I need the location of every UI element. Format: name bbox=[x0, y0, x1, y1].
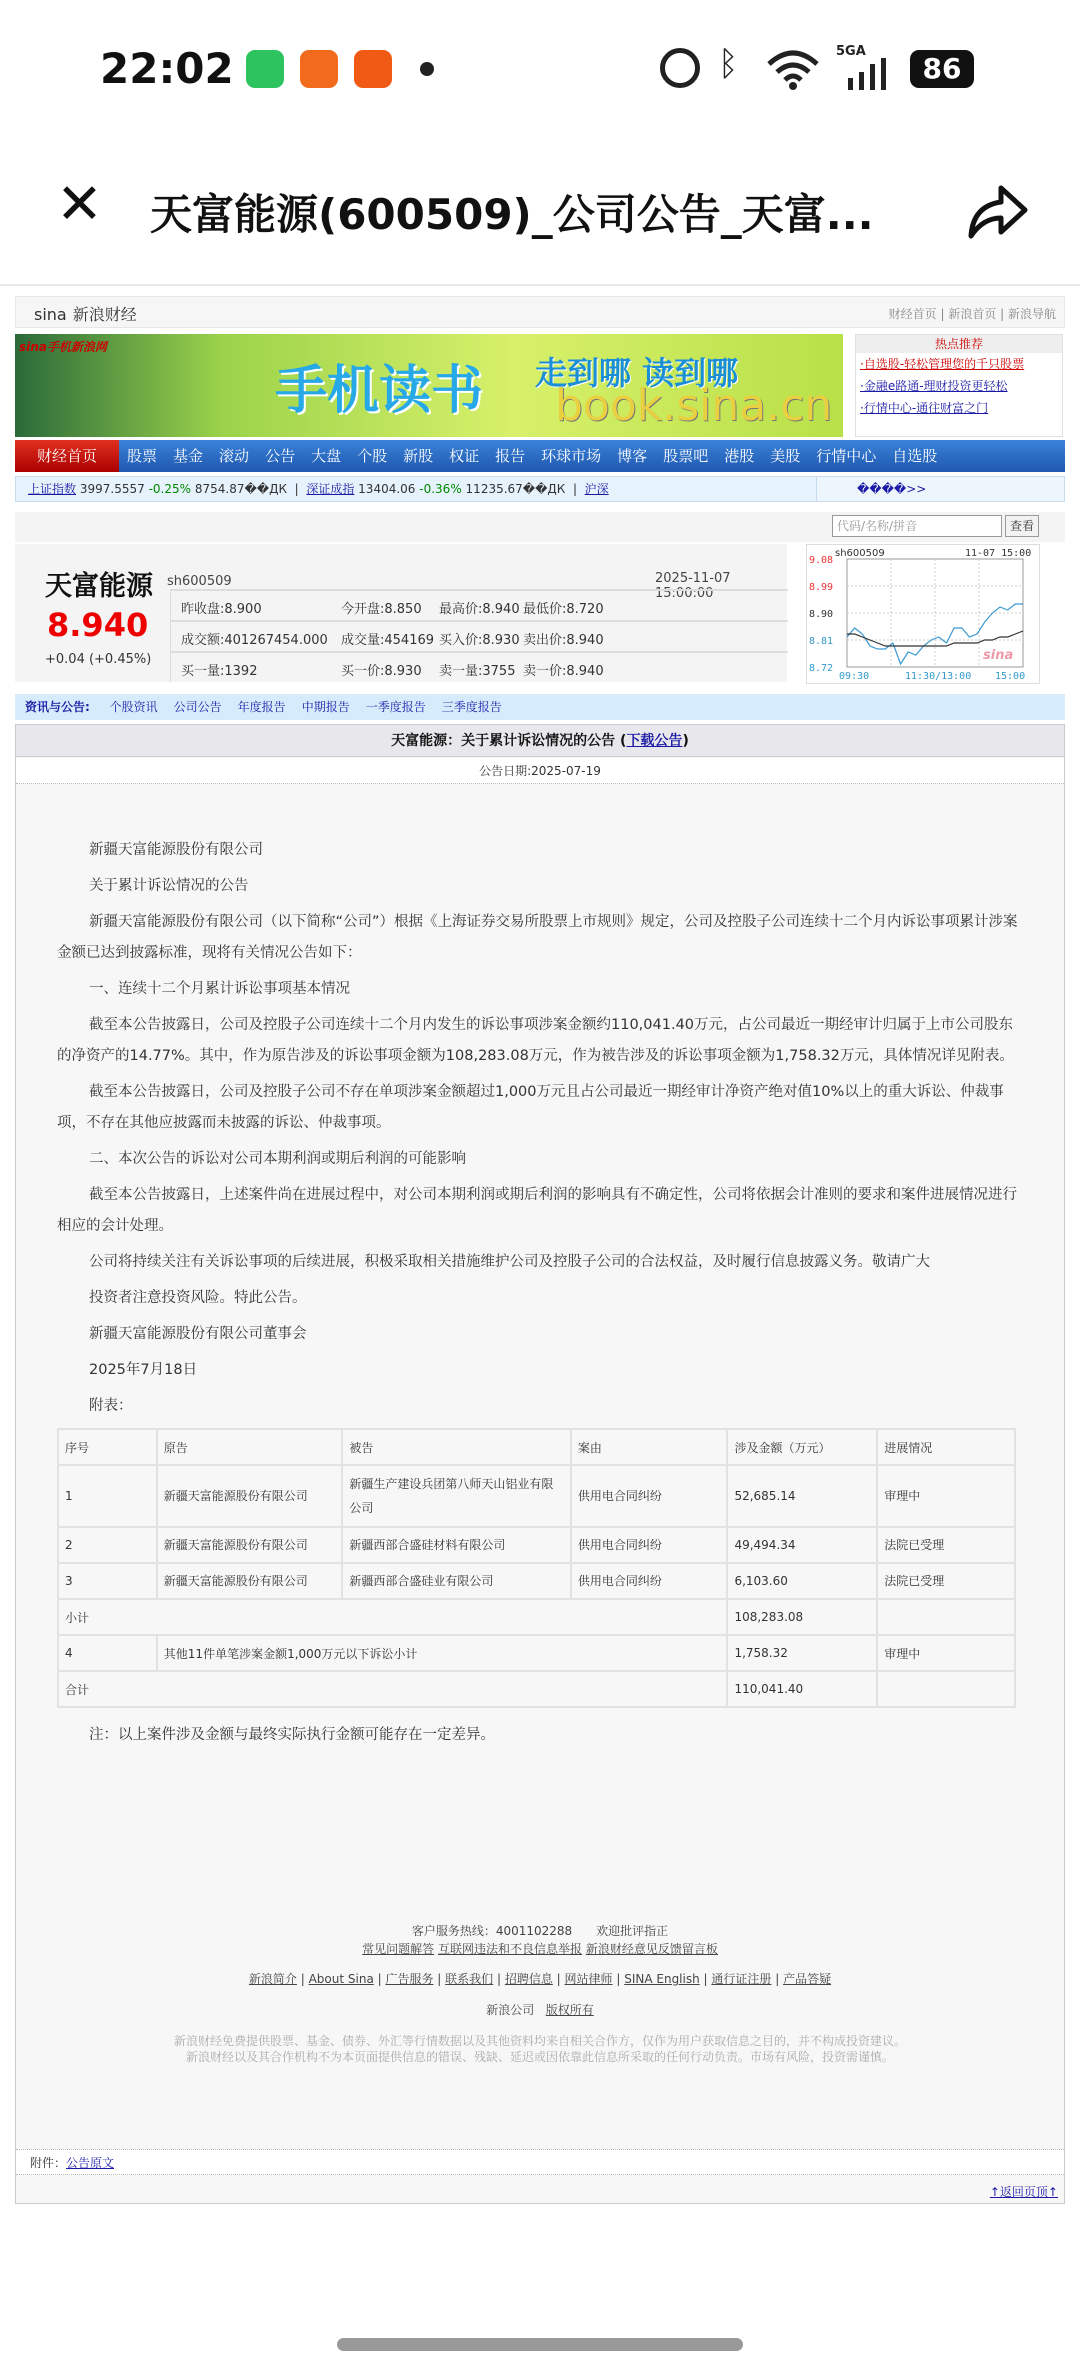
column-header: 案由 bbox=[571, 1429, 728, 1465]
back-to-top-link[interactable]: ↑返回页顶↑ bbox=[989, 2185, 1058, 2199]
y-tick-label: 8.90 bbox=[809, 609, 834, 620]
quote-cell: 成交量:454169 bbox=[341, 633, 435, 648]
attachment-label: 附件： bbox=[30, 2156, 67, 2170]
table-cell: 其他11件单笔涉案金额1,000万元以下诉讼小计 bbox=[157, 1635, 728, 1671]
nav-item[interactable]: 滚动 bbox=[219, 447, 250, 465]
web-content bbox=[0, 284, 1080, 2199]
quote-cell: 卖一量:3755 bbox=[439, 664, 516, 679]
table-cell: 供用电合同纠纷 bbox=[571, 1465, 728, 1527]
quote-grid bbox=[170, 589, 787, 682]
table-cell: 新疆天富能源股份有限公司 bbox=[157, 1527, 343, 1563]
quote-cell: 成交额:401267454.000 bbox=[181, 633, 328, 648]
quote-cell: 买一价:8.930 bbox=[341, 664, 422, 679]
clock: 22:02 bbox=[100, 44, 234, 93]
announcement-body bbox=[57, 835, 1027, 1756]
nav-item[interactable]: 美股 bbox=[770, 447, 801, 465]
table-cell bbox=[877, 1599, 1015, 1635]
ticker-more-link[interactable]: ����>> bbox=[816, 477, 1065, 501]
hotline: 客户服务热线：4001102288 欢迎批评指正 bbox=[411, 1924, 669, 1938]
y-tick-label: 9.08 bbox=[809, 555, 834, 566]
paragraph: 新疆天富能源股份有限公司董事会 bbox=[89, 1326, 307, 1342]
table-cell: 1 bbox=[58, 1465, 157, 1527]
status-bar bbox=[0, 0, 1080, 130]
footer-link[interactable]: About Sina bbox=[308, 1972, 374, 1986]
attachment-link[interactable]: 公告原文 bbox=[66, 2156, 115, 2170]
more-notifications-icon bbox=[420, 62, 434, 76]
table-cell: 审理中 bbox=[877, 1635, 1015, 1671]
nav-item[interactable]: 港股 bbox=[724, 447, 755, 465]
paragraph: 关于累计诉讼情况的公告 bbox=[89, 878, 249, 894]
nav-item[interactable]: 财经首页 bbox=[15, 440, 119, 472]
footer-link[interactable]: 互联网违法和不良信息举报 bbox=[437, 1942, 582, 1956]
paren: ) bbox=[682, 733, 689, 749]
copyright-link[interactable]: 版权所有 bbox=[545, 2003, 594, 2017]
share-icon[interactable] bbox=[965, 182, 1029, 240]
nav-item[interactable]: 基金 bbox=[173, 447, 204, 465]
table-cell: 合计 bbox=[58, 1671, 727, 1707]
stock-price: 8.940 bbox=[47, 606, 149, 644]
table-cell: 1,758.32 bbox=[727, 1635, 877, 1671]
table-cell: 110,041.40 bbox=[727, 1671, 877, 1707]
banner-brand: sina手机新浪网 bbox=[19, 340, 107, 354]
copyright-row bbox=[0, 2001, 1080, 2018]
table-cell: 3 bbox=[58, 1563, 157, 1599]
table-cell: 新疆生产建设兵团第八师天山铝业有限公司 bbox=[342, 1465, 570, 1527]
hot-link[interactable]: ·金融e路通-理财投资更轻松 bbox=[860, 379, 1008, 393]
table-row bbox=[58, 1563, 1015, 1599]
x-tick-label: 15:00 bbox=[995, 671, 1026, 682]
banner-headline: 手机读书 bbox=[275, 361, 484, 421]
nav-item[interactable]: 个股 bbox=[357, 447, 388, 465]
hot-link[interactable]: ·自选股-轻松管理您的千只股票 bbox=[860, 357, 1025, 371]
quote-row bbox=[171, 589, 788, 619]
app-notification-icon bbox=[300, 50, 338, 88]
table-cell: 108,283.08 bbox=[727, 1599, 877, 1635]
nav-item[interactable]: 大盘 bbox=[311, 447, 342, 465]
download-link[interactable]: 下载公告 bbox=[626, 733, 683, 749]
table-cell: 49,494.34 bbox=[727, 1527, 877, 1563]
table-cell: 供用电合同纠纷 bbox=[571, 1563, 728, 1599]
battery-indicator: 86 bbox=[910, 50, 974, 88]
page-title: 天富能源(600509)_公司公告_天富... bbox=[150, 190, 874, 239]
paragraph: 新疆天富能源股份有限公司（以下简称“公司”）根据《上海证券交易所股票上市规则》规定，公司及控股子公司连续十二个月内诉讼事项累计涉案金额已达到披露标准，现将有关情况公告如下： bbox=[57, 914, 1018, 961]
home-indicator[interactable] bbox=[337, 2338, 743, 2351]
red-envelope-icon bbox=[354, 50, 392, 88]
table-cell: 新疆天富能源股份有限公司 bbox=[157, 1563, 343, 1599]
banner-url: book.sina.cn bbox=[555, 380, 833, 431]
footer-link[interactable]: 广告服务 bbox=[385, 1972, 434, 1986]
paragraph: 投资者注意投资风险。特此公告。 bbox=[89, 1290, 307, 1306]
info-link[interactable]: 一季度报告 bbox=[365, 700, 426, 714]
signal-icon bbox=[846, 58, 890, 90]
footer-link[interactable]: 招聘信息 bbox=[504, 1972, 553, 1986]
table-note: 注：以上案件涉及金额与最终实际执行金额可能存在一定差异。 bbox=[89, 1727, 495, 1743]
table-cell: 4 bbox=[58, 1635, 157, 1671]
paragraph: 截至本公告披露日，公司及控股子公司连续十二个月内发生的诉讼事项涉案金额约110,041.40万元，占公司最近一期经审计归属于上市公司股东的净资产的14.77%。其中，作为原告涉及的诉讼事项金额为108,283.08万元，作为被告涉及的诉讼事项金额为1,758.32万元，具体情况详见附表。 bbox=[57, 1017, 1014, 1064]
stock-code: sh600509 bbox=[167, 574, 232, 589]
nav-item[interactable]: 环球市场 bbox=[541, 447, 602, 465]
y-tick-label: 8.72 bbox=[809, 663, 834, 674]
x-tick-label: 11:30/13:00 bbox=[905, 671, 972, 682]
table-cell: 6,103.60 bbox=[727, 1563, 877, 1599]
quote-cell: 昨收盘:8.900 bbox=[181, 602, 262, 617]
sh-index-amount: 8754.87��ДК bbox=[194, 482, 287, 496]
hot-title: 热点推荐 bbox=[856, 335, 1062, 353]
nav-item[interactable]: 博客 bbox=[617, 447, 648, 465]
y-tick-label: 8.81 bbox=[809, 636, 834, 647]
table-row bbox=[58, 1635, 1015, 1671]
top-links[interactable]: 财经首页 | 新浪首页 | 新浪导航 bbox=[888, 307, 1056, 321]
separator: | bbox=[296, 1972, 309, 1986]
quote-cell: 买一量:1392 bbox=[181, 664, 258, 679]
separator: | bbox=[294, 482, 299, 496]
stock-name: 天富能源 bbox=[45, 571, 153, 602]
announcement-date: 公告日期:2025-07-19 bbox=[16, 758, 1064, 784]
quote-row bbox=[171, 651, 788, 681]
quote-row bbox=[171, 620, 788, 650]
column-header: 序号 bbox=[58, 1429, 157, 1465]
attachment-row bbox=[16, 2149, 1064, 2175]
quote-cell: 卖出价:8.940 bbox=[523, 633, 604, 648]
wechat-icon bbox=[246, 50, 284, 88]
column-header: 进展情况 bbox=[877, 1429, 1015, 1465]
separator: | bbox=[699, 1972, 712, 1986]
ad-banner[interactable] bbox=[15, 334, 843, 437]
footer-link[interactable]: 常见问题解答 bbox=[362, 1942, 435, 1956]
quote-cell: 买入价:8.930 bbox=[439, 633, 520, 648]
bluetooth-icon: ᛒ bbox=[718, 44, 739, 84]
litigation-table bbox=[57, 1428, 1016, 1708]
table-cell: 新疆西部合盛硅业有限公司 bbox=[342, 1563, 570, 1599]
footer-link[interactable]: SINA English bbox=[624, 1972, 700, 1986]
paren: ( bbox=[615, 733, 627, 749]
separator: | bbox=[552, 1972, 565, 1986]
disclaimer: 新浪财经免费提供股票、基金、债券、外汇等行情数据以及其他资料均来自相关合作方，仅作为用户获取信息之目的，并不构成投资建议。 bbox=[173, 2034, 906, 2048]
search-row bbox=[15, 512, 1065, 542]
index-ticker bbox=[15, 476, 1065, 502]
table-cell: 法院已受理 bbox=[877, 1563, 1015, 1599]
table-row bbox=[58, 1465, 1015, 1527]
close-icon[interactable]: ✕ bbox=[56, 172, 103, 237]
table-cell: 审理中 bbox=[877, 1465, 1015, 1527]
column-header: 被告 bbox=[342, 1429, 570, 1465]
chart-time: 11-07 15:00 bbox=[965, 548, 1032, 559]
sz-index-change: -0.36% bbox=[419, 482, 462, 496]
nav-item[interactable]: 权证 bbox=[449, 447, 480, 465]
separator: | bbox=[493, 1972, 505, 1986]
paragraph: 截至本公告披露日，公司及控股子公司不存在单项涉案金额超过1,000万元且占公司最近一期经审计净资产绝对值10%以上的重大诉讼、仲裁事项，不存在其他应披露而未披露的诉讼、仲裁事项。 bbox=[57, 1084, 1004, 1131]
announcement-title bbox=[16, 725, 1064, 757]
network-type: 5GA bbox=[836, 44, 866, 59]
footer-link[interactable]: 新浪财经意见反馈留言板 bbox=[585, 1942, 718, 1956]
sina-header bbox=[15, 296, 1065, 328]
info-link[interactable]: 个股资讯 bbox=[109, 700, 158, 714]
banner-slogan: 走到哪 读到哪 bbox=[535, 354, 739, 392]
quote-cell: 最低价:8.720 bbox=[523, 602, 604, 617]
sz-index-amount: 11235.67��ДК bbox=[465, 482, 566, 496]
paragraph: 二、本次公告的诉讼对公司本期利润或期后利润的可能影响 bbox=[89, 1151, 466, 1167]
sz-index-link[interactable]: 深证成指 bbox=[306, 482, 355, 496]
table-cell: 小计 bbox=[58, 1599, 727, 1635]
separator: | bbox=[572, 482, 577, 496]
footer-link[interactable]: 联系我们 bbox=[445, 1972, 494, 1986]
hs-link[interactable]: 沪深 bbox=[584, 482, 609, 496]
chart-title: sh600509 bbox=[835, 548, 885, 559]
stock-change: +0.04 (+0.45%) bbox=[45, 652, 152, 667]
nav-item[interactable]: 自选股 bbox=[892, 447, 938, 465]
sina-watermark: sina bbox=[983, 648, 1014, 663]
column-header: 涉及金额（万元） bbox=[727, 1429, 877, 1465]
separator: | bbox=[433, 1972, 446, 1986]
table-cell: 2 bbox=[58, 1527, 157, 1563]
subtotal-row bbox=[58, 1599, 1015, 1635]
nav-item[interactable]: 股票 bbox=[127, 447, 158, 465]
table-cell: 供用电合同纠纷 bbox=[571, 1527, 728, 1563]
footer-link[interactable]: 产品答疑 bbox=[783, 1972, 832, 1986]
quote-cell: 今开盘:8.850 bbox=[341, 602, 422, 617]
footer-link[interactable]: 通行证注册 bbox=[711, 1972, 772, 1986]
nav-item[interactable]: 公告 bbox=[265, 447, 296, 465]
sz-index-value: 13404.06 bbox=[358, 482, 416, 496]
main-nav bbox=[15, 440, 1065, 472]
sh-index-link[interactable]: 上证指数 bbox=[28, 482, 77, 496]
info-bar bbox=[15, 694, 1065, 720]
nav-item[interactable]: 报告 bbox=[495, 447, 526, 465]
column-header: 原告 bbox=[157, 1429, 343, 1465]
stock-quote-panel bbox=[15, 544, 787, 682]
sh-index-change: -0.25% bbox=[148, 482, 192, 496]
quote-datetime: 2025-11-07 15:00:00 bbox=[655, 571, 731, 601]
separator: | bbox=[771, 1972, 784, 1986]
sina-logo[interactable]: sina 新浪财经 bbox=[34, 305, 137, 324]
info-link[interactable]: 年度报告 bbox=[237, 700, 286, 714]
paragraph: 公司将持续关注有关诉讼事项的后续进展，积极采取相关措施维护公司及控股子公司的合法权益，及时履行信息披露义务。敬请广大 bbox=[89, 1254, 930, 1270]
hot-link[interactable]: ·行情中心-通往财富之门 bbox=[860, 401, 989, 415]
stock-search-input[interactable]: 代码/名称/拼音 bbox=[832, 515, 1002, 537]
nav-item[interactable]: 新股 bbox=[403, 447, 434, 465]
hot-recommend-panel bbox=[855, 334, 1063, 437]
info-link[interactable]: 三季度报告 bbox=[441, 700, 502, 714]
nav-item[interactable]: 行情中心 bbox=[816, 447, 877, 465]
sh-index-value: 3997.5557 bbox=[79, 482, 145, 496]
alarm-icon bbox=[660, 48, 700, 88]
paragraph: 2025年7月18日 bbox=[89, 1362, 198, 1378]
info-bar-label: 资讯与公告: bbox=[25, 700, 90, 714]
table-cell: 法院已受理 bbox=[877, 1527, 1015, 1563]
table-cell: 新疆天富能源股份有限公司 bbox=[157, 1465, 343, 1527]
search-button[interactable]: 查看 bbox=[1005, 515, 1039, 537]
title-text: 天富能源：关于累计诉讼情况的公告 bbox=[391, 733, 616, 749]
table-cell: 52,685.14 bbox=[727, 1465, 877, 1527]
footer-links-2 bbox=[0, 1970, 1080, 1987]
intraday-chart[interactable] bbox=[806, 544, 1040, 684]
company: 新浪公司 bbox=[486, 2003, 535, 2017]
browser-title-bar bbox=[0, 160, 1080, 260]
footer-links-1 bbox=[0, 1940, 1080, 1957]
footer-link[interactable]: 网站律师 bbox=[564, 1972, 613, 1986]
table-cell bbox=[877, 1671, 1015, 1707]
wifi-icon bbox=[765, 48, 821, 90]
info-link[interactable]: 中期报告 bbox=[301, 700, 350, 714]
disclaimer: 新浪财经以及其合作机构不为本页面提供信息的错误、残缺、延迟或因依靠此信息所采取的任何行动负责。市场有风险，投资需谨慎。 bbox=[185, 2050, 894, 2064]
table-cell: 新疆西部合盛硅材料有限公司 bbox=[342, 1527, 570, 1563]
paragraph: 截至本公告披露日，上述案件尚在进展过程中，对公司本期利润或期后利润的影响具有不确定性，公司将依据会计准则的要求和案件进展情况进行相应的会计处理。 bbox=[57, 1187, 1017, 1234]
x-tick-label: 09:30 bbox=[839, 671, 870, 682]
table-header-row bbox=[58, 1429, 1015, 1465]
nav-item[interactable]: 股票吧 bbox=[663, 447, 709, 465]
paragraph: 附表： bbox=[89, 1398, 133, 1414]
paragraph: 新疆天富能源股份有限公司 bbox=[89, 842, 263, 858]
separator: | bbox=[373, 1972, 386, 1986]
separator: | bbox=[612, 1972, 625, 1986]
y-tick-label: 8.99 bbox=[809, 582, 834, 593]
table-row bbox=[58, 1527, 1015, 1563]
footer-link[interactable]: 新浪简介 bbox=[248, 1972, 297, 1986]
quote-cell: 卖一价:8.940 bbox=[523, 664, 604, 679]
total-row bbox=[58, 1671, 1015, 1707]
paragraph: 一、连续十二个月累计诉讼事项基本情况 bbox=[89, 981, 350, 997]
quote-cell: 最高价:8.940 bbox=[439, 602, 520, 617]
info-link[interactable]: 公司公告 bbox=[173, 700, 222, 714]
